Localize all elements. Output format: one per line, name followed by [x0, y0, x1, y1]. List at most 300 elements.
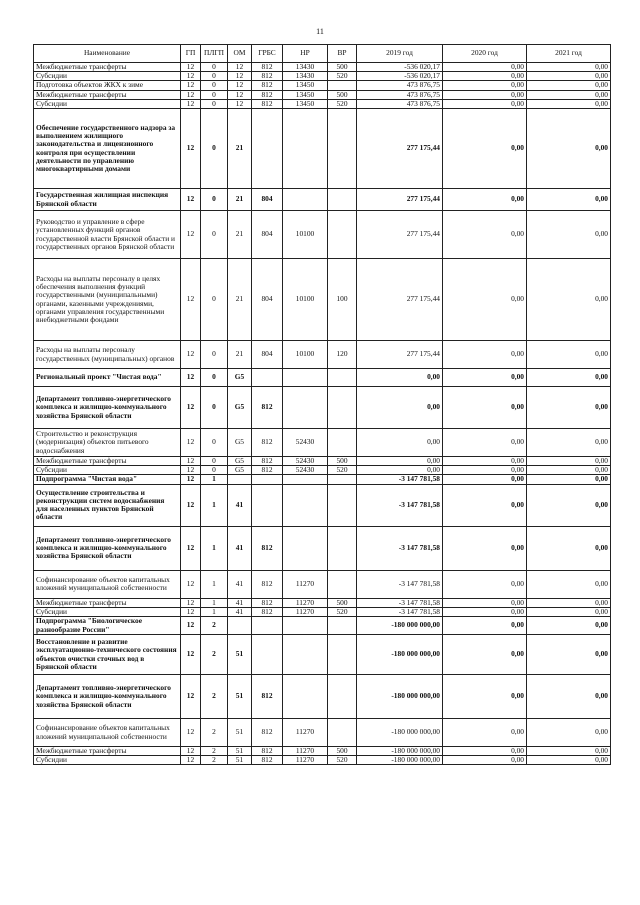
cell-name: Субсидии	[34, 607, 181, 616]
cell-grbs: 812	[252, 598, 283, 607]
cell-pgp: 0	[201, 63, 228, 72]
cell-pgp: 0	[201, 109, 228, 189]
cell-gp: 12	[181, 747, 201, 756]
cell-y2019: 0,00	[357, 369, 443, 387]
cell-name: Софинансирование объектов капитальных вложений муниципальной собственности	[34, 570, 181, 598]
column-header: НР	[283, 45, 328, 63]
cell-om: 21	[228, 189, 252, 211]
cell-om: 21	[228, 259, 252, 341]
cell-y2020: 0,00	[443, 63, 527, 72]
cell-nr: 13450	[283, 99, 328, 108]
cell-vr: 500	[328, 747, 357, 756]
cell-grbs: 812	[252, 719, 283, 747]
cell-name: Межбюджетные трансферты	[34, 457, 181, 466]
cell-grbs	[252, 475, 283, 484]
cell-nr	[283, 189, 328, 211]
cell-nr: 52430	[283, 466, 328, 475]
cell-y2019: -180 000 000,00	[357, 635, 443, 675]
cell-grbs	[252, 484, 283, 526]
cell-nr	[283, 484, 328, 526]
cell-vr: 500	[328, 457, 357, 466]
cell-y2021: 0,00	[527, 570, 611, 598]
cell-name: Межбюджетные трансферты	[34, 90, 181, 99]
cell-pgp: 2	[201, 675, 228, 719]
cell-gp: 12	[181, 675, 201, 719]
cell-y2020: 0,00	[443, 109, 527, 189]
cell-pgp: 0	[201, 72, 228, 81]
cell-y2020: 0,00	[443, 598, 527, 607]
cell-y2019: -3 147 781,58	[357, 484, 443, 526]
cell-grbs: 804	[252, 341, 283, 369]
cell-vr	[328, 635, 357, 675]
cell-y2021: 0,00	[527, 747, 611, 756]
cell-y2021: 0,00	[527, 457, 611, 466]
cell-vr	[328, 429, 357, 457]
cell-y2019: 277 175,44	[357, 189, 443, 211]
cell-om: 21	[228, 211, 252, 259]
cell-grbs: 812	[252, 747, 283, 756]
cell-pgp: 0	[201, 99, 228, 108]
cell-y2019: -180 000 000,00	[357, 719, 443, 747]
cell-y2020: 0,00	[443, 429, 527, 457]
column-header: Наименование	[34, 45, 181, 63]
cell-name: Софинансирование объектов капитальных вложений муниципальной собственности	[34, 719, 181, 747]
cell-om: G5	[228, 369, 252, 387]
table-header-row	[34, 45, 611, 63]
cell-y2019: -3 147 781,58	[357, 475, 443, 484]
cell-vr: 120	[328, 341, 357, 369]
cell-y2021: 0,00	[527, 63, 611, 72]
cell-grbs: 812	[252, 429, 283, 457]
cell-gp: 12	[181, 475, 201, 484]
cell-om	[228, 475, 252, 484]
cell-grbs	[252, 369, 283, 387]
budget-table	[33, 44, 611, 765]
cell-om: 41	[228, 598, 252, 607]
cell-y2021: 0,00	[527, 484, 611, 526]
cell-nr: 10100	[283, 211, 328, 259]
cell-y2019: -3 147 781,58	[357, 598, 443, 607]
cell-y2020: 0,00	[443, 211, 527, 259]
cell-y2020: 0,00	[443, 341, 527, 369]
cell-y2020: 0,00	[443, 475, 527, 484]
cell-y2019: -3 147 781,58	[357, 607, 443, 616]
cell-y2019: 473 876,75	[357, 99, 443, 108]
page-number: 11	[316, 27, 324, 36]
table-row	[34, 457, 611, 466]
cell-pgp: 0	[201, 429, 228, 457]
table-row	[34, 484, 611, 526]
cell-pgp: 2	[201, 756, 228, 765]
cell-nr	[283, 635, 328, 675]
table-row	[34, 466, 611, 475]
cell-pgp: 2	[201, 617, 228, 635]
cell-grbs: 812	[252, 99, 283, 108]
cell-om: 51	[228, 635, 252, 675]
cell-y2020: 0,00	[443, 259, 527, 341]
table-row	[34, 526, 611, 570]
cell-pgp: 0	[201, 466, 228, 475]
table-row	[34, 747, 611, 756]
cell-om: 41	[228, 484, 252, 526]
cell-grbs: 804	[252, 211, 283, 259]
cell-vr	[328, 369, 357, 387]
column-header: 2020 год	[443, 45, 527, 63]
table-row	[34, 719, 611, 747]
cell-nr: 11270	[283, 598, 328, 607]
column-header: ГП	[181, 45, 201, 63]
cell-pgp: 0	[201, 90, 228, 99]
cell-gp: 12	[181, 387, 201, 429]
cell-vr	[328, 484, 357, 526]
cell-y2020: 0,00	[443, 484, 527, 526]
cell-om: 12	[228, 99, 252, 108]
cell-name: Субсидии	[34, 466, 181, 475]
cell-y2020: 0,00	[443, 617, 527, 635]
cell-vr: 520	[328, 99, 357, 108]
cell-gp: 12	[181, 570, 201, 598]
cell-gp: 12	[181, 457, 201, 466]
cell-pgp: 1	[201, 526, 228, 570]
cell-name: Расходы на выплаты персоналу государственных (муниципальных) органов	[34, 341, 181, 369]
table-body	[34, 63, 611, 765]
cell-y2021: 0,00	[527, 675, 611, 719]
cell-name: Восстановление и развитие эксплуатационно-технического состояния объектов очистки сточных вод в Брянской области	[34, 635, 181, 675]
table-row	[34, 341, 611, 369]
cell-y2019: 277 175,44	[357, 341, 443, 369]
cell-y2020: 0,00	[443, 90, 527, 99]
cell-gp: 12	[181, 756, 201, 765]
cell-nr	[283, 675, 328, 719]
cell-om: 12	[228, 72, 252, 81]
cell-gp: 12	[181, 341, 201, 369]
cell-nr	[283, 109, 328, 189]
cell-gp: 12	[181, 719, 201, 747]
cell-nr: 52430	[283, 429, 328, 457]
table-row	[34, 369, 611, 387]
cell-vr	[328, 570, 357, 598]
column-header: 2019 год	[357, 45, 443, 63]
cell-pgp: 2	[201, 635, 228, 675]
cell-grbs: 812	[252, 63, 283, 72]
cell-name: Межбюджетные трансферты	[34, 598, 181, 607]
cell-name: Субсидии	[34, 99, 181, 108]
cell-y2021: 0,00	[527, 259, 611, 341]
column-header: 2021 год	[527, 45, 611, 63]
table-row	[34, 63, 611, 72]
cell-grbs: 812	[252, 90, 283, 99]
table-row	[34, 756, 611, 765]
cell-y2020: 0,00	[443, 81, 527, 90]
cell-y2020: 0,00	[443, 369, 527, 387]
cell-y2020: 0,00	[443, 607, 527, 616]
cell-grbs	[252, 617, 283, 635]
cell-grbs	[252, 635, 283, 675]
table-row	[34, 211, 611, 259]
cell-grbs: 812	[252, 387, 283, 429]
cell-y2019: -3 147 781,58	[357, 570, 443, 598]
cell-om: 51	[228, 719, 252, 747]
cell-name: Обеспечение государственного надзора за выполнением жилищного законодательства и лицензионного контроля при осуществлении деятельности по управлению многоквартирными домами	[34, 109, 181, 189]
cell-gp: 12	[181, 429, 201, 457]
cell-gp: 12	[181, 259, 201, 341]
cell-gp: 12	[181, 99, 201, 108]
cell-nr: 10100	[283, 259, 328, 341]
table-row	[34, 81, 611, 90]
cell-vr	[328, 387, 357, 429]
cell-name: Подпрограмма "Чистая вода"	[34, 475, 181, 484]
cell-y2019: -536 020,17	[357, 63, 443, 72]
cell-y2021: 0,00	[527, 189, 611, 211]
cell-om: 12	[228, 81, 252, 90]
cell-y2019: -180 000 000,00	[357, 747, 443, 756]
cell-y2021: 0,00	[527, 72, 611, 81]
cell-y2019: -180 000 000,00	[357, 756, 443, 765]
cell-grbs: 804	[252, 189, 283, 211]
cell-gp: 12	[181, 81, 201, 90]
cell-om: 51	[228, 756, 252, 765]
cell-name: Департамент топливно-энергетического комплекса и жилищно-коммунального хозяйства Брянской области	[34, 675, 181, 719]
cell-om: G5	[228, 466, 252, 475]
cell-y2021: 0,00	[527, 109, 611, 189]
cell-vr	[328, 675, 357, 719]
cell-nr: 13430	[283, 72, 328, 81]
cell-gp: 12	[181, 109, 201, 189]
cell-om	[228, 617, 252, 635]
cell-vr	[328, 211, 357, 259]
cell-y2021: 0,00	[527, 429, 611, 457]
cell-y2019: -536 020,17	[357, 72, 443, 81]
cell-y2019: 277 175,44	[357, 109, 443, 189]
cell-vr: 520	[328, 607, 357, 616]
table-row	[34, 475, 611, 484]
cell-nr: 52430	[283, 457, 328, 466]
cell-name: Строительство и реконструкция (модернизация) объектов питьевого водоснабжения	[34, 429, 181, 457]
table-row	[34, 429, 611, 457]
cell-y2020: 0,00	[443, 457, 527, 466]
cell-nr: 11270	[283, 719, 328, 747]
cell-gp: 12	[181, 466, 201, 475]
cell-pgp: 0	[201, 259, 228, 341]
cell-gp: 12	[181, 607, 201, 616]
cell-pgp: 0	[201, 457, 228, 466]
cell-y2020: 0,00	[443, 570, 527, 598]
cell-nr: 11270	[283, 607, 328, 616]
cell-grbs: 812	[252, 756, 283, 765]
cell-y2019: 277 175,44	[357, 211, 443, 259]
cell-y2020: 0,00	[443, 526, 527, 570]
cell-nr: 13450	[283, 81, 328, 90]
cell-gp: 12	[181, 526, 201, 570]
cell-name: Расходы на выплаты персоналу в целях обеспечения выполнения функций государственными (муниципальными) органами, казенными учреждениями, органами управления государственными внебюджетными фондами	[34, 259, 181, 341]
cell-pgp: 0	[201, 341, 228, 369]
cell-pgp: 0	[201, 369, 228, 387]
cell-vr: 500	[328, 90, 357, 99]
cell-gp: 12	[181, 189, 201, 211]
cell-y2021: 0,00	[527, 475, 611, 484]
cell-y2021: 0,00	[527, 369, 611, 387]
cell-pgp: 0	[201, 211, 228, 259]
cell-name: Подготовка объектов ЖКХ к зиме	[34, 81, 181, 90]
cell-vr: 520	[328, 466, 357, 475]
cell-y2020: 0,00	[443, 756, 527, 765]
cell-y2020: 0,00	[443, 466, 527, 475]
cell-name: Межбюджетные трансферты	[34, 63, 181, 72]
cell-om: G5	[228, 457, 252, 466]
cell-name: Субсидии	[34, 72, 181, 81]
cell-y2019: -180 000 000,00	[357, 617, 443, 635]
cell-y2020: 0,00	[443, 635, 527, 675]
cell-grbs: 812	[252, 675, 283, 719]
cell-pgp: 2	[201, 719, 228, 747]
cell-y2021: 0,00	[527, 387, 611, 429]
cell-vr	[328, 109, 357, 189]
cell-gp: 12	[181, 63, 201, 72]
cell-y2021: 0,00	[527, 341, 611, 369]
cell-pgp: 0	[201, 189, 228, 211]
cell-pgp: 1	[201, 484, 228, 526]
cell-grbs: 804	[252, 259, 283, 341]
cell-nr: 11270	[283, 756, 328, 765]
cell-y2019: 0,00	[357, 466, 443, 475]
table-row	[34, 570, 611, 598]
cell-pgp: 1	[201, 598, 228, 607]
cell-pgp: 2	[201, 747, 228, 756]
cell-nr: 10100	[283, 341, 328, 369]
cell-vr	[328, 81, 357, 90]
cell-y2019: -3 147 781,58	[357, 526, 443, 570]
cell-grbs	[252, 109, 283, 189]
cell-om: G5	[228, 429, 252, 457]
cell-om: 21	[228, 109, 252, 189]
cell-y2021: 0,00	[527, 466, 611, 475]
cell-om: 12	[228, 63, 252, 72]
cell-gp: 12	[181, 635, 201, 675]
column-header: ВР	[328, 45, 357, 63]
cell-vr	[328, 189, 357, 211]
cell-nr: 11270	[283, 747, 328, 756]
cell-name: Подпрограмма "Биологическое разнообразие России"	[34, 617, 181, 635]
cell-y2021: 0,00	[527, 607, 611, 616]
cell-gp: 12	[181, 90, 201, 99]
cell-vr: 500	[328, 63, 357, 72]
cell-grbs: 812	[252, 570, 283, 598]
cell-pgp: 0	[201, 81, 228, 90]
cell-grbs: 812	[252, 607, 283, 616]
table-row	[34, 90, 611, 99]
cell-vr: 520	[328, 72, 357, 81]
cell-y2019: 277 175,44	[357, 259, 443, 341]
cell-y2019: 0,00	[357, 429, 443, 457]
cell-pgp: 0	[201, 387, 228, 429]
cell-y2021: 0,00	[527, 719, 611, 747]
cell-y2019: 473 876,75	[357, 81, 443, 90]
cell-y2019: 0,00	[357, 387, 443, 429]
cell-gp: 12	[181, 72, 201, 81]
cell-y2020: 0,00	[443, 747, 527, 756]
cell-name: Руководство и управление в сфере установленных функций органов государственной власти Брянской области и государственных органов Брянской области	[34, 211, 181, 259]
cell-y2019: 473 876,75	[357, 90, 443, 99]
cell-y2019: 0,00	[357, 457, 443, 466]
column-header: ПЛГП	[201, 45, 228, 63]
table-row	[34, 675, 611, 719]
cell-om: 21	[228, 341, 252, 369]
cell-y2021: 0,00	[527, 81, 611, 90]
cell-gp: 12	[181, 598, 201, 607]
table-row	[34, 189, 611, 211]
cell-grbs: 812	[252, 457, 283, 466]
cell-y2019: -180 000 000,00	[357, 675, 443, 719]
cell-y2020: 0,00	[443, 72, 527, 81]
table-row	[34, 259, 611, 341]
cell-y2020: 0,00	[443, 675, 527, 719]
cell-y2021: 0,00	[527, 90, 611, 99]
cell-nr	[283, 369, 328, 387]
table-row	[34, 598, 611, 607]
cell-om: 41	[228, 526, 252, 570]
cell-y2021: 0,00	[527, 617, 611, 635]
cell-y2020: 0,00	[443, 387, 527, 429]
cell-y2021: 0,00	[527, 598, 611, 607]
cell-name: Департамент топливно-энергетического комплекса и жилищно-коммунального хозяйства Брянской области	[34, 387, 181, 429]
cell-nr	[283, 475, 328, 484]
cell-grbs: 812	[252, 72, 283, 81]
cell-gp: 12	[181, 617, 201, 635]
cell-om: 12	[228, 90, 252, 99]
cell-om: G5	[228, 387, 252, 429]
cell-vr: 500	[328, 598, 357, 607]
cell-y2021: 0,00	[527, 99, 611, 108]
cell-pgp: 1	[201, 607, 228, 616]
column-header: ОМ	[228, 45, 252, 63]
table-row	[34, 617, 611, 635]
table-row	[34, 72, 611, 81]
cell-vr: 520	[328, 756, 357, 765]
cell-nr: 13430	[283, 63, 328, 72]
cell-pgp: 1	[201, 570, 228, 598]
table-row	[34, 607, 611, 616]
cell-grbs: 812	[252, 466, 283, 475]
cell-vr	[328, 617, 357, 635]
table-row	[34, 99, 611, 108]
table-row	[34, 635, 611, 675]
cell-om: 51	[228, 675, 252, 719]
cell-name: Межбюджетные трансферты	[34, 747, 181, 756]
cell-pgp: 1	[201, 475, 228, 484]
cell-om: 51	[228, 747, 252, 756]
cell-om: 41	[228, 607, 252, 616]
cell-nr: 13450	[283, 90, 328, 99]
cell-name: Государственная жилищная инспекция Брянской области	[34, 189, 181, 211]
cell-grbs: 812	[252, 526, 283, 570]
cell-nr	[283, 526, 328, 570]
cell-vr	[328, 526, 357, 570]
cell-gp: 12	[181, 484, 201, 526]
cell-nr	[283, 387, 328, 429]
cell-y2021: 0,00	[527, 635, 611, 675]
cell-name: Осуществление строительства и реконструкции систем водоснабжения для населенных пунктов Брянской области	[34, 484, 181, 526]
cell-om: 41	[228, 570, 252, 598]
cell-vr: 100	[328, 259, 357, 341]
cell-y2020: 0,00	[443, 719, 527, 747]
cell-gp: 12	[181, 211, 201, 259]
cell-nr: 11270	[283, 570, 328, 598]
cell-y2021: 0,00	[527, 211, 611, 259]
cell-gp: 12	[181, 369, 201, 387]
table-row	[34, 387, 611, 429]
cell-vr	[328, 719, 357, 747]
cell-grbs: 812	[252, 81, 283, 90]
